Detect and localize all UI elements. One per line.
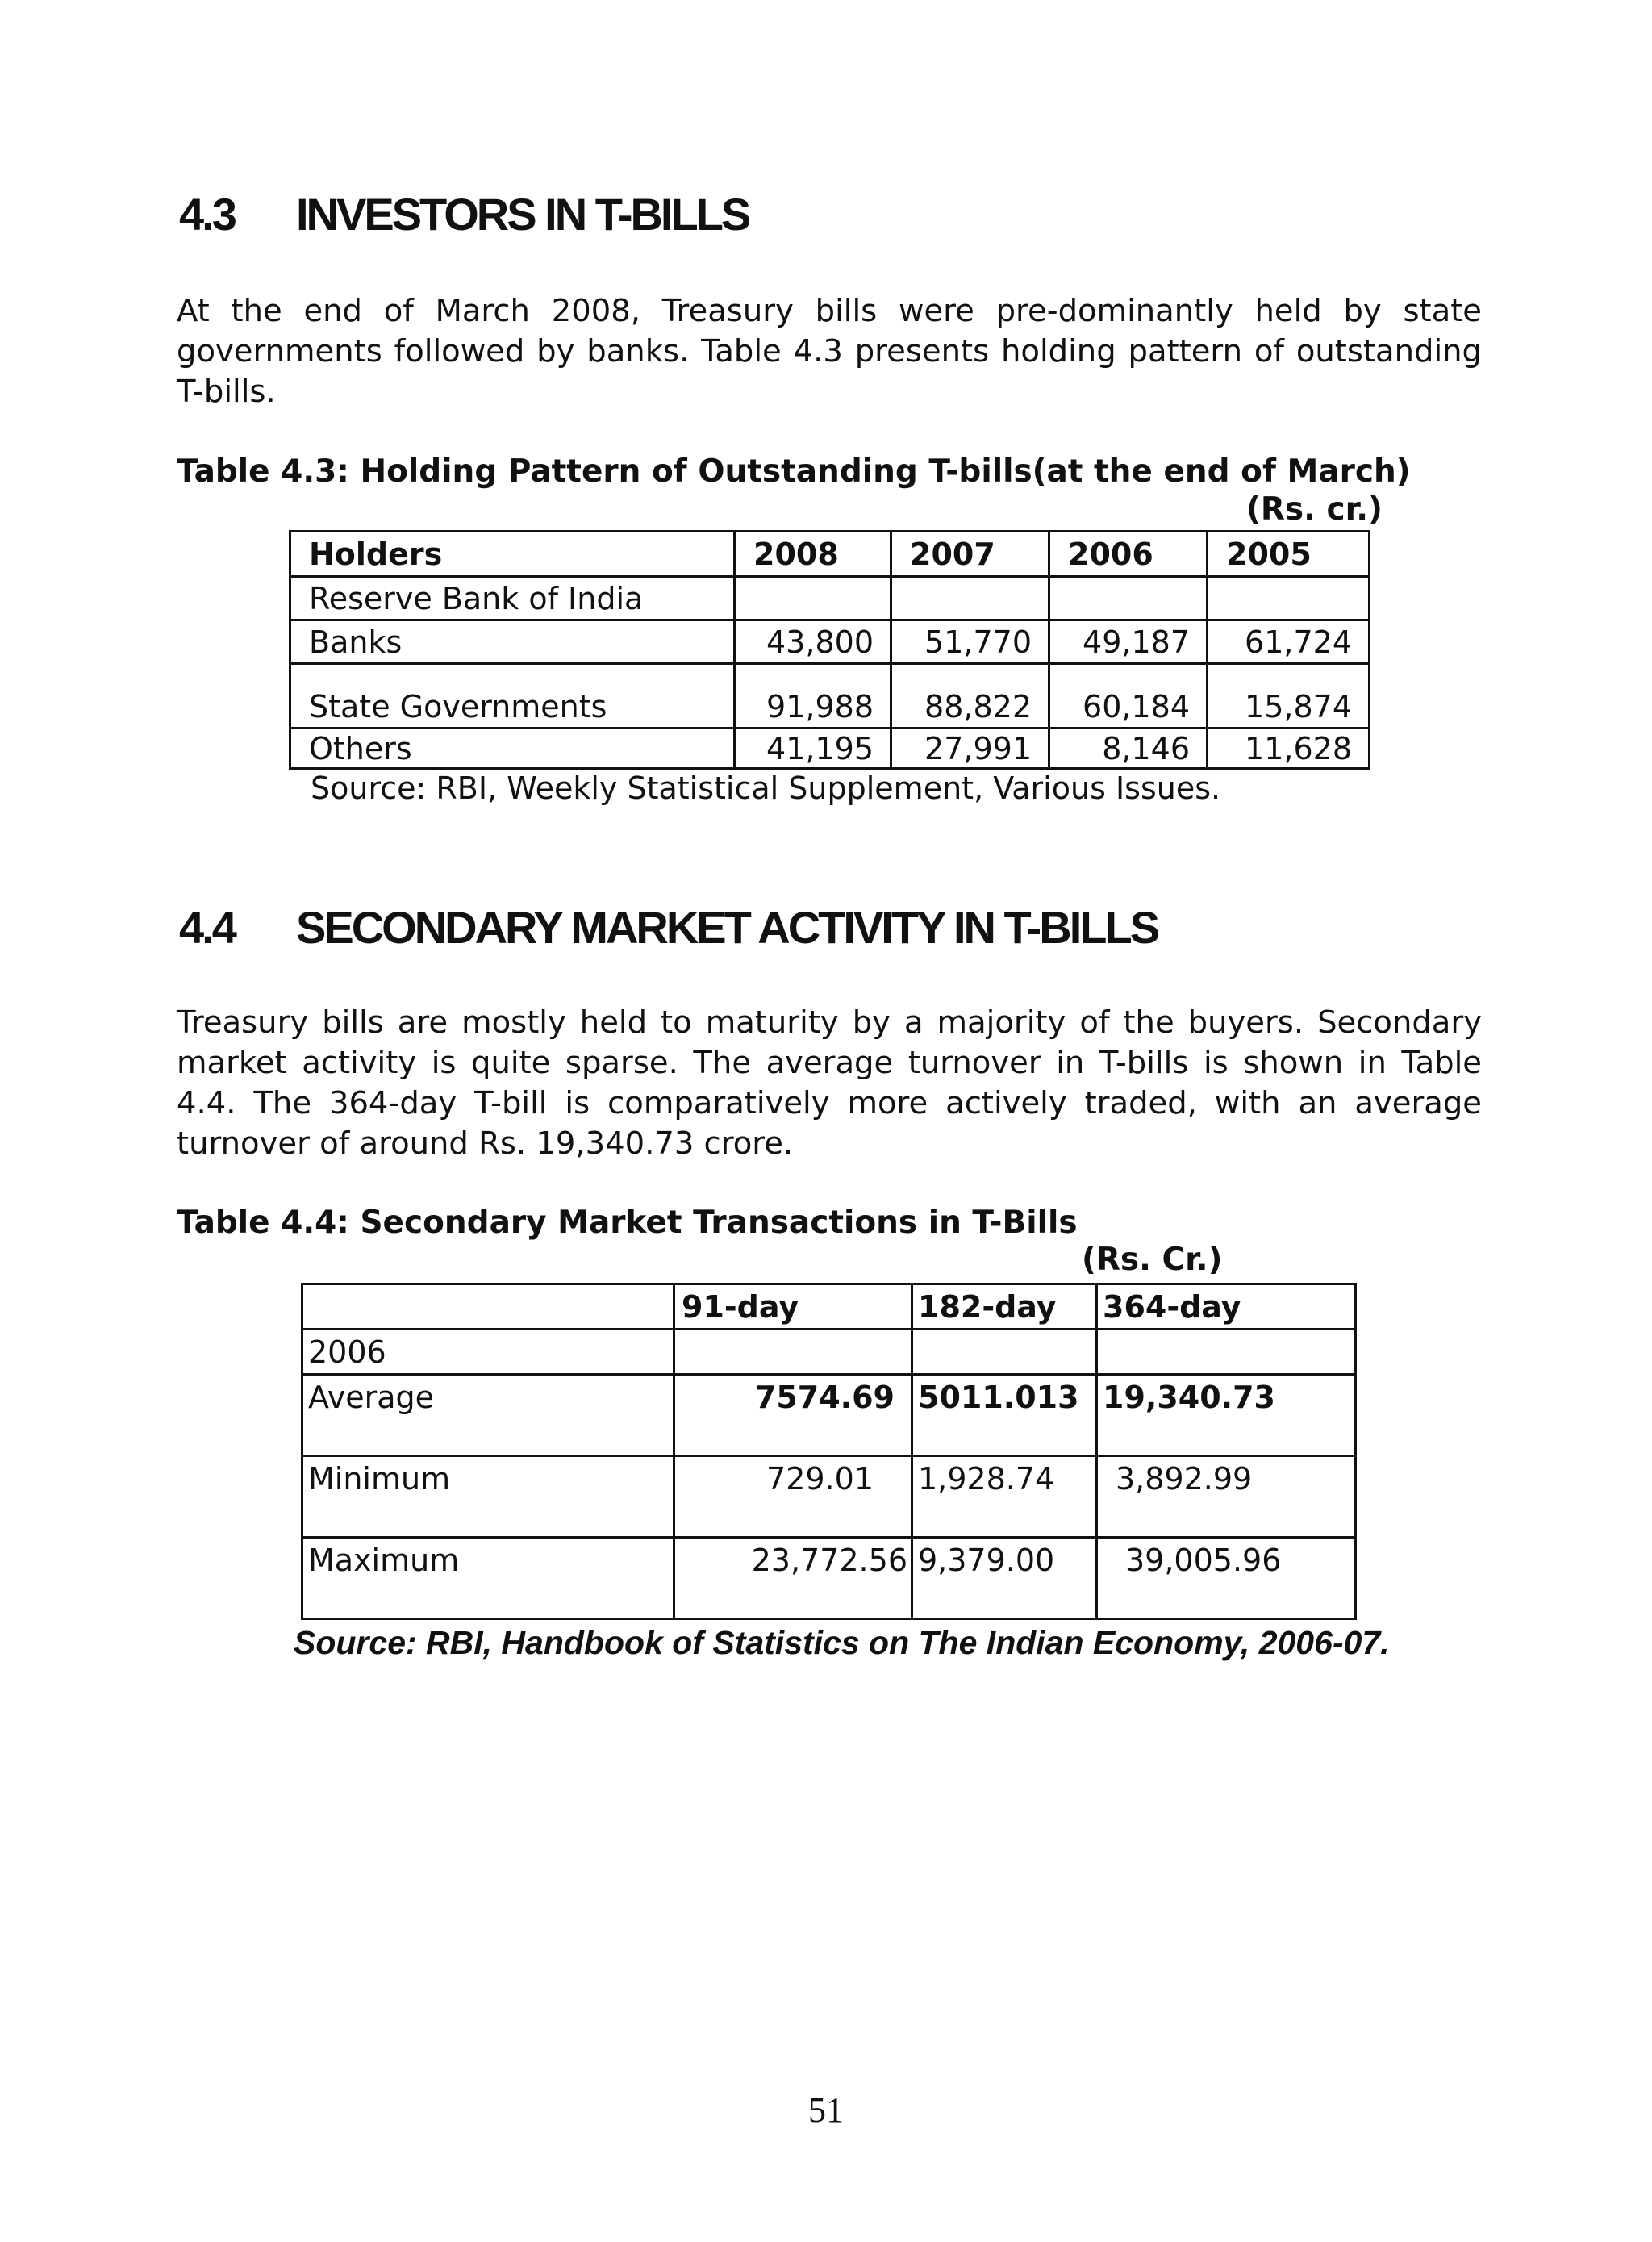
value-cell: 51,770 — [891, 620, 1049, 664]
value-cell: 11,628 — [1208, 729, 1370, 769]
value-cell: 15,874 — [1208, 664, 1370, 729]
column-header-2006: 2006 — [1049, 532, 1208, 577]
value-cell — [674, 1330, 912, 1375]
section-number: 4.4 — [179, 902, 235, 953]
row-label-cell: Minimum — [302, 1456, 674, 1538]
value-cell: 49,187 — [1049, 620, 1208, 664]
table-row — [302, 1538, 1356, 1619]
value-cell: 60,184 — [1049, 664, 1208, 729]
table-4-4-source: Source: RBI, Handbook of Statistics on The Indian Economy, 2006-07. — [294, 1624, 1390, 1661]
value-cell: 61,724 — [1208, 620, 1370, 664]
section-title: SECONDARY MARKET ACTIVITY IN T-BILLS — [296, 902, 1158, 953]
table-row — [290, 729, 1370, 769]
value-cell — [1208, 577, 1370, 620]
value-cell: 7574.69 — [674, 1375, 912, 1456]
table-4-3-units: (Rs. cr.) — [1246, 491, 1383, 528]
section-heading-4-4 — [179, 902, 1158, 953]
table-header-row — [290, 532, 1370, 577]
table-row — [302, 1456, 1356, 1538]
holder-cell: Others — [290, 729, 735, 769]
page-number: 51 — [808, 2090, 844, 2130]
section-title: INVESTORS IN T-BILLS — [296, 189, 749, 240]
column-header-2005: 2005 — [1208, 532, 1370, 577]
column-header-182-day: 182-day — [912, 1284, 1097, 1330]
value-cell: 1,928.74 — [912, 1456, 1097, 1538]
value-cell: 41,195 — [735, 729, 891, 769]
value-cell — [1097, 1330, 1356, 1375]
row-label-cell: Maximum — [302, 1538, 674, 1619]
column-header-2008: 2008 — [735, 532, 891, 577]
table-row — [302, 1330, 1356, 1375]
value-cell: 91,988 — [735, 664, 891, 729]
value-cell: 19,340.73 — [1097, 1375, 1356, 1456]
value-cell: 88,822 — [891, 664, 1049, 729]
value-cell: 9,379.00 — [912, 1538, 1097, 1619]
holder-cell: Reserve Bank of India — [290, 577, 735, 620]
column-header-364-day: 364-day — [1097, 1284, 1356, 1330]
value-cell: 3,892.99 — [1097, 1456, 1356, 1538]
value-cell — [912, 1330, 1097, 1375]
value-cell: 39,005.96 — [1097, 1538, 1356, 1619]
section-heading-4-3 — [179, 189, 749, 240]
section-4-3-paragraph: At the end of March 2008, Treasury bills were pre-dominantly held by state governments followed by banks. Table 4.3 presents holding pattern of outstanding T-bills. — [177, 293, 1482, 410]
table-4-3-caption: Table 4.3: Holding Pattern of Outstanding T-bills(at the end of March) — [177, 453, 1411, 490]
value-cell: 729.01 — [674, 1456, 912, 1538]
table-4-4-units: (Rs. Cr.) — [1082, 1242, 1223, 1278]
value-cell: 43,800 — [735, 620, 891, 664]
value-cell: 8,146 — [1049, 729, 1208, 769]
table-4-3-source: Source: RBI, Weekly Statistical Supplement, Various Issues. — [311, 770, 1221, 806]
value-cell: 27,991 — [891, 729, 1049, 769]
table-row — [290, 620, 1370, 664]
table-row — [302, 1375, 1356, 1456]
table-row — [290, 577, 1370, 620]
column-header-2007: 2007 — [891, 532, 1049, 577]
value-cell — [735, 577, 891, 620]
value-cell — [891, 577, 1049, 620]
section-number: 4.3 — [179, 189, 235, 240]
section-4-4-paragraph: Treasury bills are mostly held to maturity by a majority of the buyers. Secondary market activity is quite sparse. The average turnover in T-bills is shown in Table 4.4. The 364-day T-bill is comparatively more actively traded, with an average turnover of around Rs. 19,340.73 crore. — [177, 1004, 1482, 1162]
table-row — [290, 664, 1370, 729]
row-label-cell: 2006 — [302, 1330, 674, 1375]
secondary-market-table — [301, 1283, 1357, 1620]
table-4-4-caption: Table 4.4: Secondary Market Transactions in T-Bills — [177, 1205, 1078, 1241]
row-label-cell: Average — [302, 1375, 674, 1456]
column-header-holders: Holders — [290, 532, 735, 577]
holding-pattern-table — [289, 530, 1370, 770]
value-cell: 5011.013 — [912, 1375, 1097, 1456]
holder-cell: Banks — [290, 620, 735, 664]
holder-cell: State Governments — [290, 664, 735, 729]
value-cell: 23,772.56 — [674, 1538, 912, 1619]
table-header-row — [302, 1284, 1356, 1330]
column-header-91-day: 91-day — [674, 1284, 912, 1330]
column-header-blank — [302, 1284, 674, 1330]
value-cell — [1049, 577, 1208, 620]
